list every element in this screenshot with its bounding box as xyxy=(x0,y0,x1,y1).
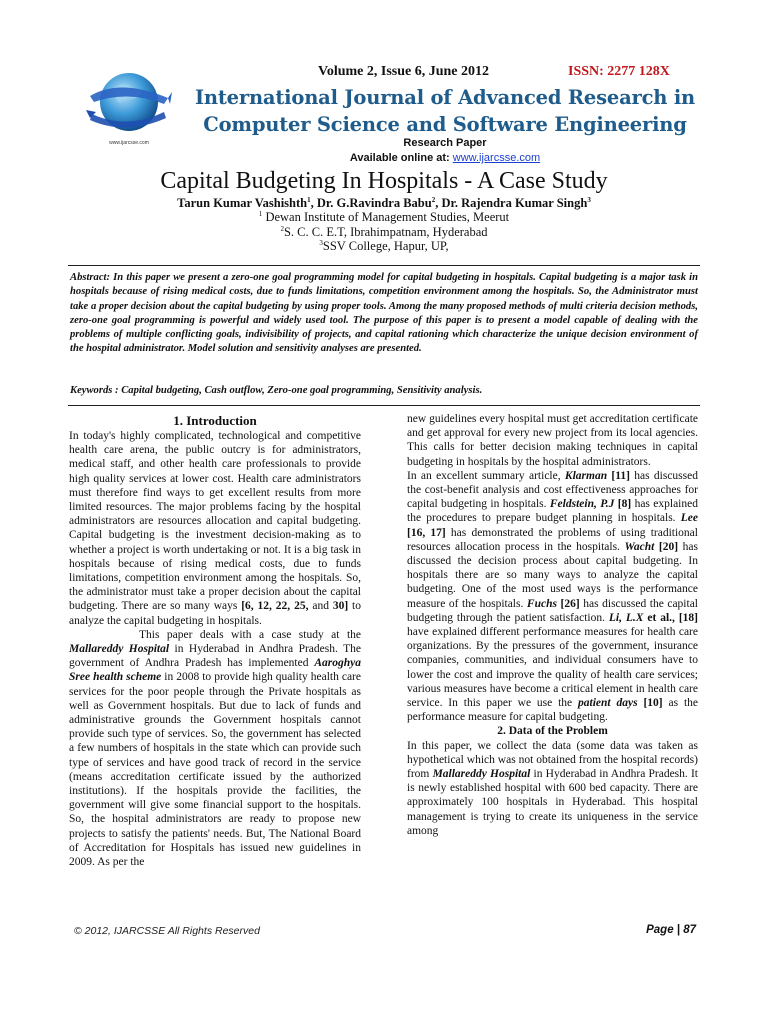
globe-icon xyxy=(84,66,174,140)
text: has discussed the capital budgeting through the patient satisfaction. xyxy=(407,597,698,624)
citation: [11] xyxy=(607,469,630,482)
affiliation-sup: 2 xyxy=(280,225,284,233)
paper-type: Research Paper xyxy=(403,137,487,149)
author-sep: , xyxy=(435,196,442,211)
available-label: Available online at: xyxy=(349,152,453,164)
author-name: Dr. Rajendra Kumar Singh xyxy=(441,196,588,211)
paragraph xyxy=(407,739,698,838)
text: in Hyderabad in Andhra Pradesh. The government of Andhra Pradesh has implemented xyxy=(69,643,361,670)
issn: ISSN: 2277 128X xyxy=(568,64,670,79)
paragraph xyxy=(407,469,698,725)
affiliation xyxy=(100,210,668,225)
citation: [16, 17] xyxy=(407,526,446,539)
section-title: Introduction xyxy=(186,413,257,428)
text: has explained the procedures to prepare budget planning in hospitals. xyxy=(407,498,698,525)
affiliation-text: Dewan Institute of Management Studies, Meerut xyxy=(262,210,510,225)
text: This paper deals with a case study at the xyxy=(139,628,361,641)
author-ref: Fuchs xyxy=(526,597,557,610)
affiliation-sup: 3 xyxy=(319,239,323,247)
text: to analyze the capital budgeting in hospitals. xyxy=(69,600,361,627)
keywords: Keywords : Capital budgeting, Cash outflow, Zero-one goal programming, Sensitivity analysis. xyxy=(70,385,483,396)
journal-title-line1: International Journal of Advanced Research in xyxy=(194,86,696,109)
divider xyxy=(68,405,700,406)
author-sup: 1 xyxy=(307,196,311,204)
section-heading: 2. Data of the Problem xyxy=(497,725,608,738)
affiliation-text: SSV College, Hapur, UP, xyxy=(322,239,449,254)
left-column xyxy=(69,412,361,869)
emphasis: patient days xyxy=(578,697,638,710)
text: In this paper, we collect the data (some data was taken as hypothetical which was not obtained from the hospital records) from xyxy=(407,739,698,781)
section-number: 1. xyxy=(173,413,187,428)
text: as the performance measure for capital budgeting. xyxy=(407,697,698,724)
right-column xyxy=(407,412,698,838)
copyright-footer: © 2012, IJARCSSE All Rights Reserved xyxy=(74,925,260,937)
text: have explained different performance measures for health care organizations. By the pressures of the government, insurance companies, communities, and individual consumers have to lower the cost and improve the quality of health care services; various measures have become a critical element in health care service. In this paper we use the xyxy=(407,626,698,710)
author-name: Tarun Kumar Vashishth xyxy=(177,196,308,211)
emphasis: Mallareddy Hospital xyxy=(432,768,531,781)
text: in 2008 to provide high quality health care services for the poor people through the Private hospitals as well as Government hospitals. But due to lack of funds and administrative grounds the Government hospitals cannot provide such type of services. So, the government has selected a few numbers of hospitals in the state which can provide such type of services and have good track of record in the service (means accreditation certificate issued by the authorized institutions). If the hospitals provide the facilities, the government will give some financial support to the hospitals. So, the hospital administrators are ready to propose new projects to satisfy the patients' needs. But, The National Board of Accreditation for Hospitals has issued new guidelines in 2009. As per the xyxy=(69,671,361,869)
affiliation xyxy=(100,225,668,240)
text: In an excellent summary article, xyxy=(407,469,565,482)
citation: [26] xyxy=(556,597,580,610)
affiliation-sup: 1 xyxy=(258,210,263,218)
affiliation xyxy=(100,239,668,254)
text: and xyxy=(308,600,333,613)
journal-logo xyxy=(84,66,174,150)
author-list xyxy=(80,196,688,211)
author-sup: 3 xyxy=(587,196,591,204)
section-heading xyxy=(69,412,361,429)
citation: [6, 12, 22, 25, xyxy=(241,600,309,613)
citation: [10] xyxy=(637,697,663,710)
text: In today's highly complicated, technological and competitive health care arena, the public outcry is for administrators, medical staff, and other health care professionals to provide high quality services at lower cost. Health care administrators must therefore find ways to get excellent results from more limited resources. The major problems facing by the hospital administrators are resources allocation and capital budgeting. Capital budgeting is the investment decision-making as to whether a project is worth undertaking or not. It is a big task in hospitals because of rising medical costs, due to funds limitations, competition environment among the hospitals. So, the administrator must take a proper decision about the capital budgeting. There are so many ways xyxy=(69,430,361,613)
citation: [8] xyxy=(614,498,632,511)
citation: et al., [18] xyxy=(643,611,698,624)
author-ref: Klarman xyxy=(564,469,608,482)
divider xyxy=(68,265,700,266)
text: has discussed the decision process about capital budgeting. In hospitals there are so many ways to analyze the capital budgeting. One of the most used ways is the performance measure of the hospitals. xyxy=(407,540,698,610)
emphasis: Mallareddy Hospital xyxy=(69,643,170,656)
citation: 30] xyxy=(332,600,349,613)
author-ref: Feldstein, P.J xyxy=(549,498,615,511)
logo-caption: www.ijarcsse.com xyxy=(109,140,149,146)
author-sep: , xyxy=(310,196,317,211)
abstract: Abstract: In this paper we present a zero-one goal programming model for capital budgeting in hospitals. Capital budgeting is a major task in hospitals because of rising medical costs, due to funds limitations, competition environment among the hospitals. So, the Administrator must take a proper decision about the capital budgeting by using proper tools. Among the many proposed methods of multi criteria decision methods, zero-one goal programming is powerful and widely used tool. The purpose of this paper is to present a model capable of dealing with the problems of multiple conflicting goals, indivisibility of projects, and capital rationing which characterize the unique decision environment of the hospital administrator. Model solution and sensitivity analyses are presented. xyxy=(70,272,698,355)
author-ref: Lee xyxy=(680,512,698,525)
author-sup: 2 xyxy=(431,196,436,204)
paragraph xyxy=(69,429,361,628)
text: has demonstrated the problems of using traditional resources allocation process in the hospitals. xyxy=(407,526,698,553)
volume-issue: Volume 2, Issue 6, June 2012 xyxy=(318,64,490,79)
emphasis: Aaroghya Sree health scheme xyxy=(69,657,361,684)
available-online xyxy=(180,152,710,164)
journal-url-link[interactable]: www.ijarcsse.com xyxy=(452,152,541,164)
author-ref: Li, L.X xyxy=(608,611,644,624)
paragraph xyxy=(69,628,361,869)
text: has discussed the cost-benefit analysis and cost effectiveness approaches for capital budgeting in hospitals. xyxy=(407,469,698,511)
page-number: Page | 87 xyxy=(646,924,696,936)
journal-title-line2: Computer Science and Software Engineering xyxy=(203,113,687,136)
affiliation-text: S. C. C. E.T, Ibrahimpatnam, Hyderabad xyxy=(283,225,488,240)
author-name: Dr. G.Ravindra Babu xyxy=(316,196,432,211)
author-ref: Wacht xyxy=(624,540,655,553)
citation: [20] xyxy=(654,540,679,553)
paper-title: Capital Budgeting In Hospitals - A Case Study xyxy=(160,168,608,194)
journal-title xyxy=(180,84,710,138)
paragraph: new guidelines every hospital must get accreditation certificate and get approval for every new project from its local agencies. This calls for better decision making techniques in capital budgeting in hospitals by the hospital administrators. xyxy=(407,413,698,468)
text: in Hyderabad in Andhra Pradesh. It is newly established hospital with 600 bed capacity. There are approximately 100 hospitals in Hyderabad. This hospital management is trying to create its uniqueness in the service among xyxy=(407,768,699,837)
